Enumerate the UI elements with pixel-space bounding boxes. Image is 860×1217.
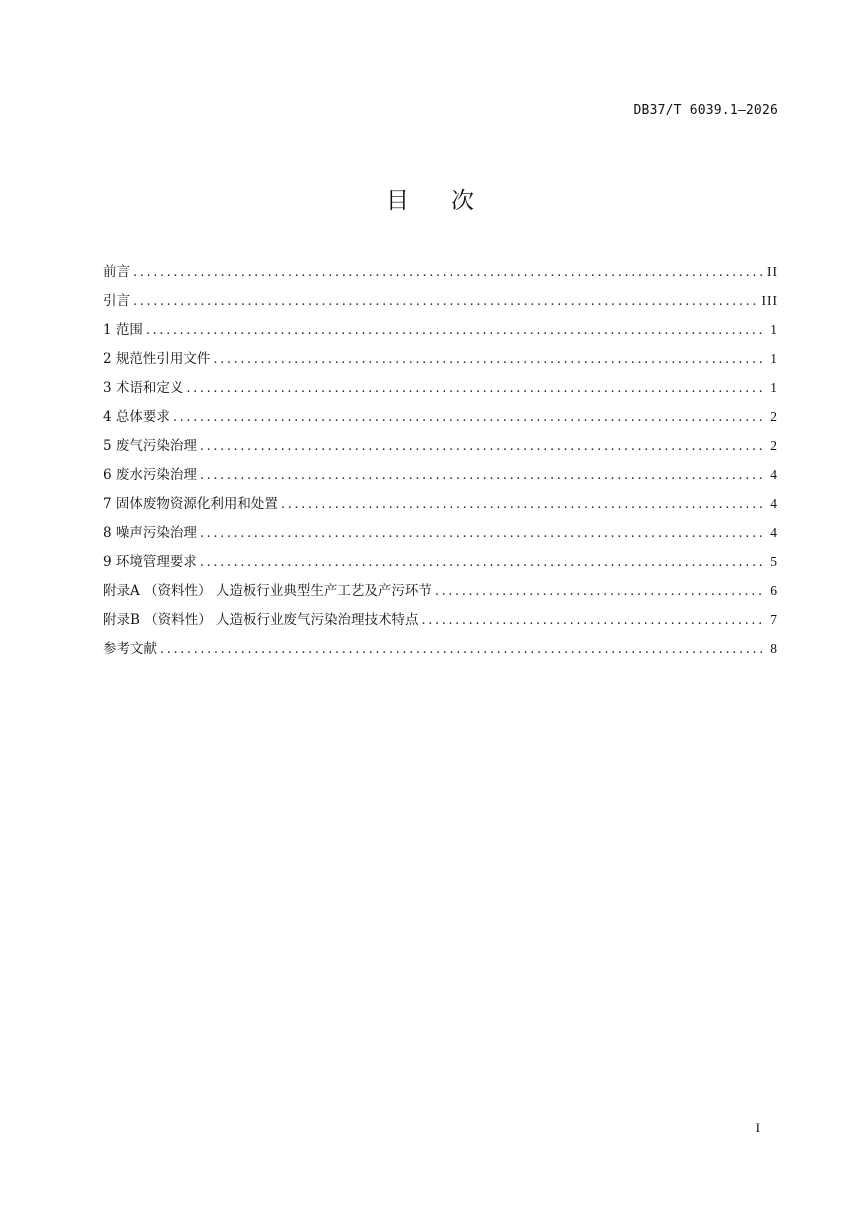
toc-entry-page: 5 <box>770 554 778 569</box>
toc-entry-label: 3 术语和定义 <box>103 380 184 396</box>
toc-entry-solid-waste[interactable] <box>103 492 778 521</box>
table-of-contents <box>103 260 778 666</box>
toc-entry-noise[interactable] <box>103 521 778 550</box>
toc-entry-general-requirements[interactable] <box>103 405 778 434</box>
toc-entry-environmental-management[interactable] <box>103 550 778 579</box>
document-code: DB37/T 6039.1—2026 <box>633 103 778 118</box>
toc-dot-leader <box>200 526 766 541</box>
toc-entry-page: 7 <box>770 612 778 627</box>
toc-entry-label: 2 规范性引用文件 <box>103 351 211 367</box>
toc-dot-leader <box>133 265 763 280</box>
toc-entry-appendix-b[interactable] <box>103 608 778 637</box>
page-title: 目次 <box>386 188 516 214</box>
toc-entry-scope[interactable] <box>103 318 778 347</box>
toc-entry-page: 1 <box>770 351 778 366</box>
toc-entry-page: 6 <box>770 583 778 598</box>
toc-entry-page: 1 <box>770 380 778 395</box>
toc-dot-leader <box>435 584 766 599</box>
toc-dot-leader <box>146 323 766 338</box>
toc-dot-leader <box>186 381 766 396</box>
toc-dot-leader <box>160 642 766 657</box>
toc-entry-bibliography[interactable] <box>103 637 778 666</box>
toc-entry-label: 参考文献 <box>103 641 157 657</box>
toc-entry-label: 前言 <box>103 264 130 280</box>
toc-entry-page: 8 <box>770 641 778 656</box>
toc-dot-leader <box>173 410 766 425</box>
toc-entry-label: 4 总体要求 <box>103 409 170 425</box>
toc-entry-label: 6 废水污染治理 <box>103 467 197 483</box>
toc-dot-leader <box>281 497 766 512</box>
toc-entry-page: II <box>767 264 778 279</box>
toc-entry-wastewater[interactable] <box>103 463 778 492</box>
toc-entry-label: 7 固体废物资源化利用和处置 <box>103 496 278 512</box>
toc-entry-page: 4 <box>770 467 778 482</box>
page-number: I <box>755 1120 760 1135</box>
toc-entry-introduction[interactable] <box>103 289 778 318</box>
toc-entry-label: 5 废气污染治理 <box>103 438 197 454</box>
toc-dot-leader <box>422 613 767 628</box>
toc-entry-page: 1 <box>770 322 778 337</box>
toc-entry-label: 附录A （资料性） 人造板行业典型生产工艺及产污环节 <box>103 583 432 599</box>
toc-dot-leader <box>213 352 766 367</box>
toc-entry-page: 2 <box>770 438 778 453</box>
toc-dot-leader <box>200 439 766 454</box>
toc-entry-exhaust-gas[interactable] <box>103 434 778 463</box>
toc-entry-terms-definitions[interactable] <box>103 376 778 405</box>
toc-entry-label: 1 范围 <box>103 322 143 338</box>
toc-entry-page: III <box>761 293 778 308</box>
toc-entry-foreword[interactable] <box>103 260 778 289</box>
toc-dot-leader <box>200 555 766 570</box>
toc-entry-label: 8 噪声污染治理 <box>103 525 197 541</box>
toc-dot-leader <box>133 294 758 309</box>
toc-entry-normative-references[interactable] <box>103 347 778 376</box>
toc-entry-label: 9 环境管理要求 <box>103 554 197 570</box>
toc-entry-page: 2 <box>770 409 778 424</box>
toc-entry-page: 4 <box>770 496 778 511</box>
toc-entry-label: 附录B （资料性） 人造板行业废气污染治理技术特点 <box>103 612 419 628</box>
toc-dot-leader <box>200 468 766 483</box>
toc-entry-page: 4 <box>770 525 778 540</box>
toc-entry-appendix-a[interactable] <box>103 579 778 608</box>
toc-entry-label: 引言 <box>103 293 130 309</box>
